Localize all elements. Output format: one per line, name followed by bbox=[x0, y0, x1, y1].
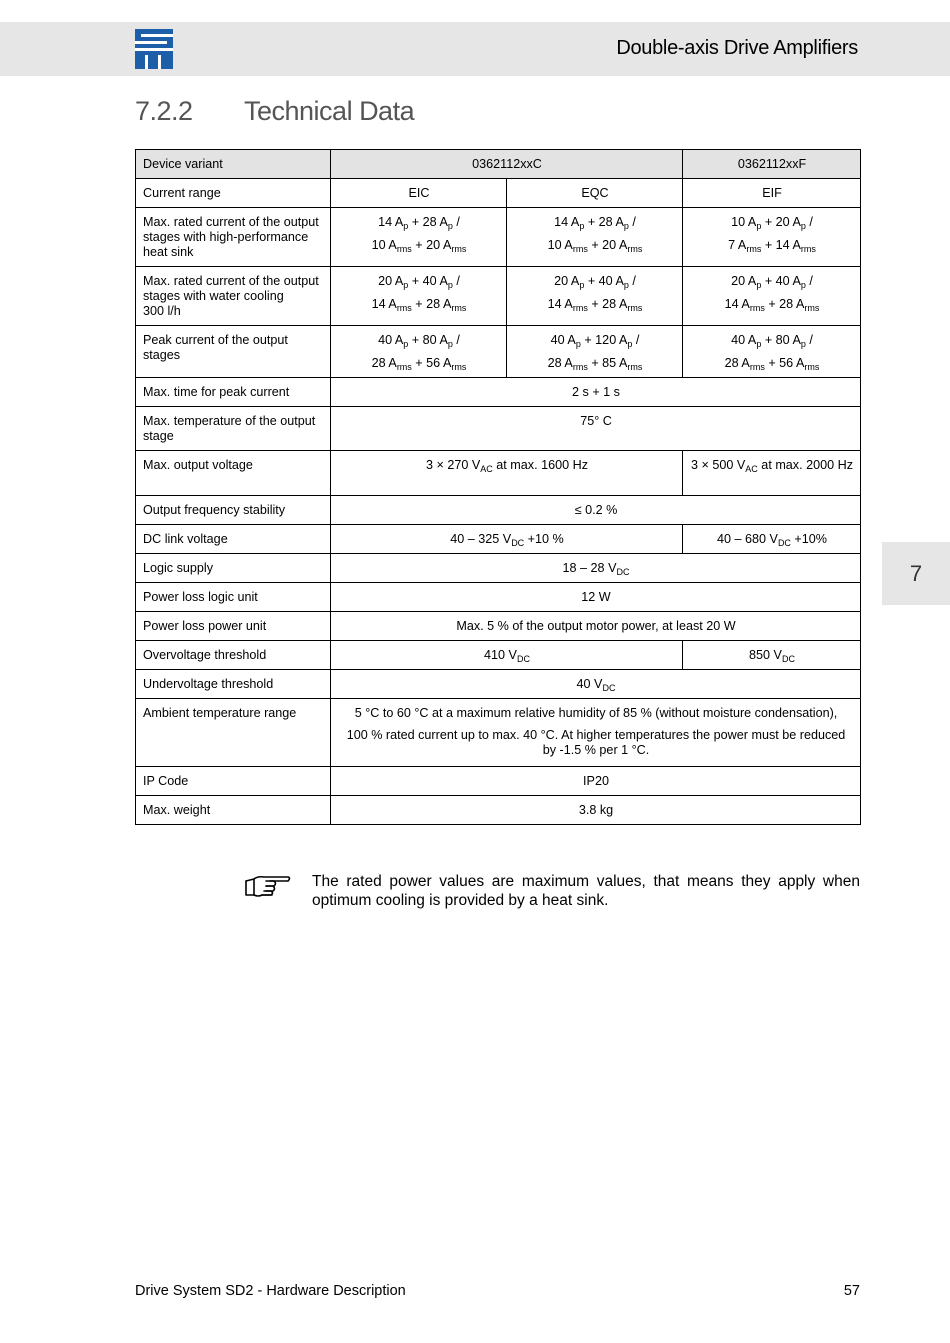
row-label: DC link voltage bbox=[136, 525, 331, 554]
table-cell: 40 $A_p + 80$ $A_p$ / 28 $A_{rms} + 56$ $A_{rms}$ bbox=[683, 326, 861, 378]
chapter-tab bbox=[882, 542, 950, 605]
section-title: Technical Data bbox=[244, 96, 415, 126]
page-number: 57 bbox=[843, 1283, 860, 1299]
table-cell: 20 $A_p + 40$ $A_p$ / 14 $A_{rms} + 28$ $A_{rms}$ bbox=[683, 267, 861, 326]
table-cell: 40 – 680 $V_{DC} +10\%$ bbox=[683, 525, 861, 554]
table-row bbox=[136, 407, 861, 451]
table-row bbox=[136, 378, 861, 407]
table-cell: EQC bbox=[507, 179, 683, 208]
table-cell: 14 $A_p + 28$ $A_p$ / 10 $A_{rms} + 20$ $A_{rms}$ bbox=[331, 208, 507, 267]
table-row bbox=[136, 767, 861, 796]
table-row bbox=[136, 641, 861, 670]
row-label: Output frequency stability bbox=[136, 496, 331, 525]
table-cell: IP20 bbox=[331, 767, 861, 796]
table-cell: 2 s + 1 s bbox=[331, 378, 861, 407]
table-cell: 40 – 325 $V_{DC} +10$ % bbox=[331, 525, 683, 554]
table-row bbox=[136, 179, 861, 208]
table-row bbox=[136, 496, 861, 525]
table-cell: 12 W bbox=[331, 583, 861, 612]
table-cell: ≤ 0.2 % bbox=[331, 496, 861, 525]
table-row bbox=[136, 699, 861, 767]
note-text: The rated power values are maximum values, that means they apply when optimum cooling is provided by a heat sink. bbox=[312, 873, 860, 909]
table-row bbox=[136, 525, 861, 554]
table-cell: 18 – 28 $V_{DC}$ bbox=[331, 554, 861, 583]
row-label: Max. rated current of the output stages with high-performance heat sink bbox=[136, 208, 331, 267]
table-cell: 5 °C to 60 °C at a maximum relative humidity of 85 % (without moisture condensation), 100 % rated current up to max. 40 °C. At higher temperatures the power must be reduced by -1.5 % per 1 °C. bbox=[331, 699, 861, 767]
table-cell: 850 $V_{DC}$ bbox=[683, 641, 861, 670]
section-number: 7.2.2 bbox=[135, 96, 193, 126]
row-label: Undervoltage threshold bbox=[136, 670, 331, 699]
table-cell: 3.8 kg bbox=[331, 796, 861, 825]
row-label: Max. temperature of the output stage bbox=[136, 407, 331, 451]
row-label: Max. output voltage bbox=[136, 451, 331, 496]
header-cell-variant-c: 0362112xxC bbox=[331, 150, 683, 179]
footer-document-title: Drive System SD2 - Hardware Description bbox=[135, 1283, 406, 1299]
table-cell: 3 × 500 $V_{AC}$ at max. 2000 Hz bbox=[683, 451, 861, 496]
table-row bbox=[136, 612, 861, 641]
row-label: Power loss logic unit bbox=[136, 583, 331, 612]
table-cell: 20 $A_p + 40$ $A_p$ / 14 $A_{rms} + 28$ $A_{rms}$ bbox=[507, 267, 683, 326]
table-row bbox=[136, 208, 861, 267]
table-cell: EIC bbox=[331, 179, 507, 208]
row-label: Logic supply bbox=[136, 554, 331, 583]
table-row bbox=[136, 670, 861, 699]
table-row bbox=[136, 583, 861, 612]
table-cell: 40 $A_p + 120$ $A_p$ / 28 $A_{rms} + 85$ $A_{rms}$ bbox=[507, 326, 683, 378]
row-label: Current range bbox=[136, 179, 331, 208]
row-label: IP Code bbox=[136, 767, 331, 796]
table-header-row bbox=[136, 150, 861, 179]
header-cell-variant-f: 0362112xxF bbox=[683, 150, 861, 179]
table-cell: 20 $A_p + 40$ $A_p$ / 14 $A_{rms} + 28$ $A_{rms}$ bbox=[331, 267, 507, 326]
row-label: Ambient temperature range bbox=[136, 699, 331, 767]
header-cell-device-variant: Device variant bbox=[136, 150, 331, 179]
row-label: Peak current of the output stages bbox=[136, 326, 331, 378]
pointing-hand-icon bbox=[244, 873, 292, 899]
table-row bbox=[136, 267, 861, 326]
table-cell: 3 × 270 $V_{AC}$ at max. 1600 Hz bbox=[331, 451, 683, 496]
table-row bbox=[136, 796, 861, 825]
table-cell: Max. 5 % of the output motor power, at least 20 W bbox=[331, 612, 861, 641]
row-label: Max. rated current of the output stages with water cooling 300 l/h bbox=[136, 267, 331, 326]
table-cell: 10 $A_p + 20$ $A_p$ / 7 $A_{rms} + 14$ $A_{rms}$ bbox=[683, 208, 861, 267]
company-logo-icon bbox=[135, 29, 173, 69]
row-label: Overvoltage threshold bbox=[136, 641, 331, 670]
row-label: Max. time for peak current bbox=[136, 378, 331, 407]
table-cell: EIF bbox=[683, 179, 861, 208]
table-cell: 75° C bbox=[331, 407, 861, 451]
table-cell: 40 $V_{DC}$ bbox=[331, 670, 861, 699]
row-label: Max. weight bbox=[136, 796, 331, 825]
table-cell: 410 $V_{DC}$ bbox=[331, 641, 683, 670]
chapter-tab-label: 7 bbox=[909, 560, 923, 586]
technical-data-table bbox=[135, 149, 861, 825]
table-cell: 14 $A_p + 28$ $A_p$ / 10 $A_{rms} + 20$ $A_{rms}$ bbox=[507, 208, 683, 267]
row-label: Power loss power unit bbox=[136, 612, 331, 641]
table-row bbox=[136, 451, 861, 496]
table-row bbox=[136, 326, 861, 378]
header-title: Double-axis Drive Amplifiers bbox=[616, 37, 858, 59]
table-cell: 40 $A_p + 80$ $A_p$ / 28 $A_{rms} + 56$ $A_{rms}$ bbox=[331, 326, 507, 378]
table-row bbox=[136, 554, 861, 583]
